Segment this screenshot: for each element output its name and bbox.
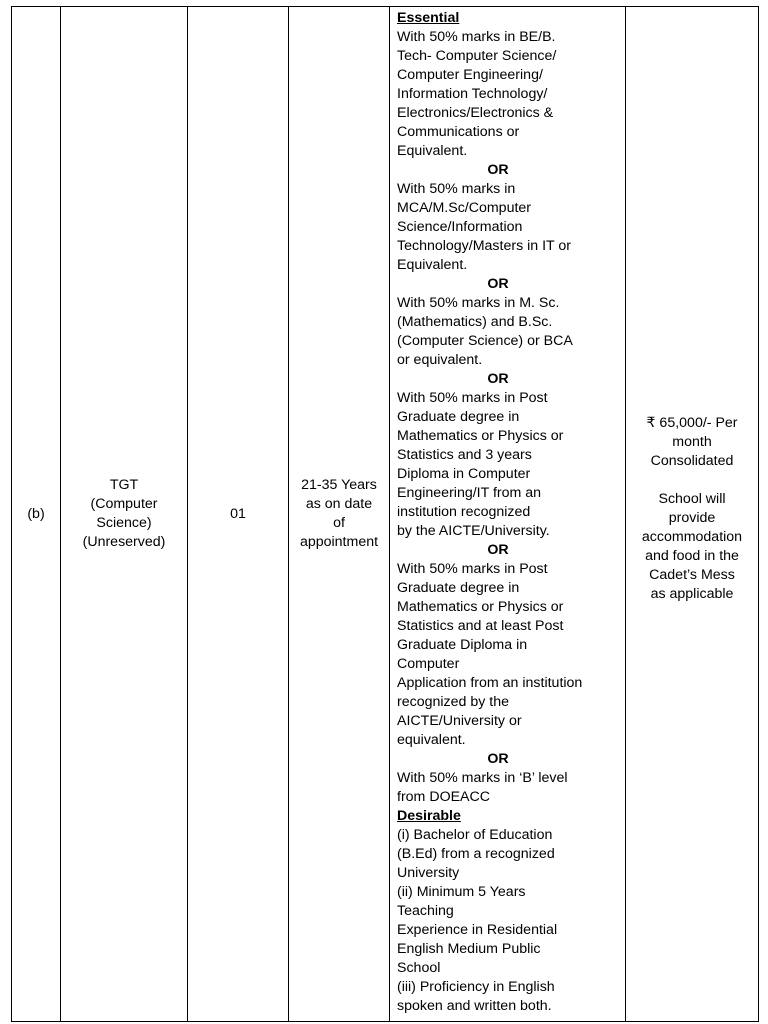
essential-option-line: Mathematics or Physics or (397, 599, 564, 615)
essential-option-line: from DOEACC (397, 789, 491, 805)
essential-option-line: by the AICTE/University. (397, 523, 550, 539)
or-separator: OR (487, 371, 509, 387)
essential-option-line: (Computer Science) or BCA (397, 333, 573, 349)
age-line: appointment (299, 534, 379, 550)
essential-heading: Essential (397, 10, 460, 26)
vacancies-cell (188, 7, 289, 1022)
essential-option-line: Information Technology/ (397, 86, 548, 102)
essential-option-line: Graduate degree in (397, 580, 520, 596)
qualification-cell (390, 7, 626, 1022)
essential-option-line: With 50% marks in BE/B. (397, 29, 556, 45)
salary-line: Consolidated (650, 453, 734, 469)
essential-option-line: Science/Information (397, 219, 523, 235)
essential-option-line: AICTE/University or (397, 713, 522, 729)
essential-option-line: Technology/Masters in IT or (397, 238, 572, 254)
age-cell (289, 7, 390, 1022)
essential-option-line: With 50% marks in (397, 181, 516, 197)
table-row (12, 7, 759, 1022)
desirable-line: School (397, 960, 441, 976)
age-line: of (333, 515, 345, 531)
essential-option-line: Diploma in Computer (397, 466, 531, 482)
post-line: Science) (96, 515, 152, 531)
essential-option-line: Mathematics or Physics or (397, 428, 564, 444)
essential-option-line: With 50% marks in ‘B’ level (397, 770, 568, 786)
essential-option-line: institution recognized (397, 504, 531, 520)
desirable-heading: Desirable (397, 808, 461, 824)
benefit-line: as applicable (650, 586, 734, 602)
salary-line: month (672, 434, 712, 450)
essential-option-line: Equivalent. (397, 143, 468, 159)
essential-option-line: MCA/M.Sc/Computer (397, 200, 532, 216)
essential-option-line: recognized by the (397, 694, 509, 710)
benefit-line: provide (668, 510, 716, 526)
benefit-line: Cadet’s Mess (649, 567, 735, 583)
essential-option-line: equivalent. (397, 732, 466, 748)
post-line: (Unreserved) (82, 534, 166, 550)
desirable-line: Experience in Residential (397, 922, 558, 938)
or-separator: OR (487, 162, 509, 178)
desirable-line: University (397, 865, 460, 881)
essential-option-line: Electronics/Electronics & (397, 105, 554, 121)
post-cell (61, 7, 188, 1022)
pay-cell (626, 7, 759, 1022)
desirable-line: Teaching (397, 903, 454, 919)
essential-option-line: Graduate Diploma in (397, 637, 528, 653)
or-separator: OR (487, 542, 509, 558)
benefits-text (626, 490, 758, 604)
essential-option-line: With 50% marks in Post (397, 390, 548, 406)
essential-option-line: Tech- Computer Science/ (397, 48, 557, 64)
post-line: TGT (109, 477, 139, 493)
essential-option-line: Graduate degree in (397, 409, 520, 425)
essential-option-line: Computer (397, 656, 460, 672)
essential-option-line: Application from an institution (397, 675, 583, 691)
age-line: as on date (305, 496, 373, 512)
desirable-line: (ii) Minimum 5 Years (397, 884, 526, 900)
serial-cell (12, 7, 61, 1022)
benefit-line: School will (658, 491, 726, 507)
desirable-line: English Medium Public (397, 941, 541, 957)
essential-option-line: With 50% marks in M. Sc. (397, 295, 560, 311)
salary-text (626, 414, 758, 471)
benefit-line: and food in the (645, 548, 739, 564)
benefit-line: accommodation (641, 529, 743, 545)
essential-option-line: Statistics and at least Post (397, 618, 564, 634)
or-separator: OR (487, 751, 509, 767)
essential-option-line: (Mathematics) and B.Sc. (397, 314, 553, 330)
essential-option-line: Statistics and 3 years (397, 447, 532, 463)
essential-options (397, 28, 619, 807)
or-separator: OR (487, 276, 509, 292)
desirable-line: (B.Ed) from a recognized (397, 846, 555, 862)
desirable-line: (iii) Proficiency in English (397, 979, 555, 995)
essential-option-line: Communications or (397, 124, 520, 140)
desirable-line: spoken and written both. (397, 998, 552, 1014)
essential-option-line: or equivalent. (397, 352, 483, 368)
essential-option-line: Equivalent. (397, 257, 468, 273)
recruitment-table (11, 6, 759, 1022)
vacancies-count: 01 (230, 505, 246, 522)
salary-line: ₹ 65,000/- Per (646, 415, 738, 431)
age-line: 21-35 Years (301, 477, 377, 493)
serial-number: (b) (27, 505, 45, 522)
essential-option-line: With 50% marks in Post (397, 561, 548, 577)
post-line: (Computer (90, 496, 158, 512)
desirable-line: (i) Bachelor of Education (397, 827, 553, 843)
essential-option-line: Engineering/IT from an (397, 485, 542, 501)
essential-option-line: Computer Engineering/ (397, 67, 543, 83)
desirable-list (397, 826, 619, 1016)
